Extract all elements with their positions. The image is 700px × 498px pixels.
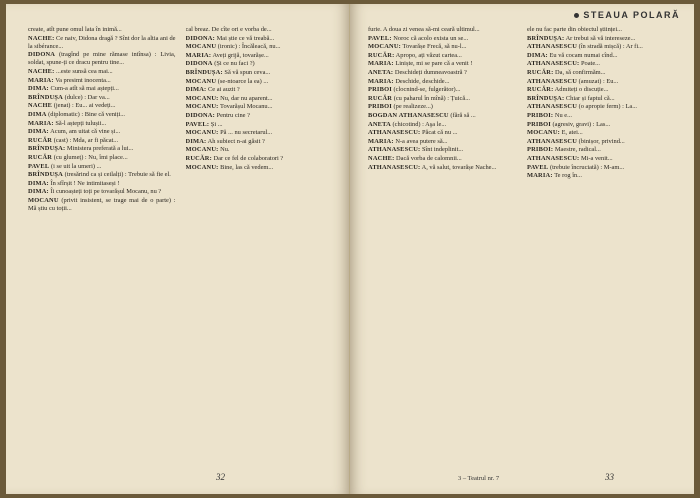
dialogue-line [368, 60, 517, 68]
left-column-2 [186, 26, 334, 464]
speaker-name: ATHANASESCU [527, 137, 578, 145]
dialogue-text: Pentru cine ? [216, 111, 250, 119]
dialogue-line [368, 164, 517, 172]
speaker-name: PRIBOI [368, 86, 392, 94]
dialogue-text: Cum-a atît să mai aștepți... [50, 85, 119, 93]
dialogue-text: (cu glumeț) : Nu, îmi place... [53, 153, 128, 161]
dialogue-line [186, 86, 334, 94]
dialogue-text: E, atei... [561, 129, 583, 137]
dialogue-text: (privit insistent, se trage mai de o parte) : Mă știu cu toții... [28, 196, 176, 212]
dialogue-text: (tragînd pe mine rămase intînsa) : Livia, soldat, spune-ți ce dracu pentru tine... [28, 51, 176, 67]
dialogue-line [527, 121, 676, 129]
speaker-name: ANETA [368, 120, 391, 128]
dialogue-line [28, 51, 176, 67]
dialogue-text: Dacă vorba de calomnii... [396, 154, 462, 162]
dialogue-line [368, 138, 517, 146]
dialogue-line [28, 85, 176, 93]
dialogue-text: (se-ntoarce la ea) ... [217, 77, 269, 85]
speaker-name: DIMA: [28, 188, 49, 196]
dialogue-line [28, 145, 176, 153]
dialogue-line [186, 164, 334, 172]
dialogue-text: (i se uit la umeri) ... [50, 162, 102, 170]
dialogue-line [186, 95, 334, 103]
dialogue-text: Păcat că nu ... [421, 129, 458, 137]
dialogue-line [368, 103, 517, 111]
dialogue-text: Tovarășul Mocanu... [219, 103, 273, 111]
dialogue-line [368, 26, 517, 34]
dialogue-text: Nu. [220, 146, 230, 154]
dialogue-text: Îi cunoașteți toți pe tovarășul Mocanu, nu ? [50, 188, 162, 196]
right-column-2 [527, 26, 676, 464]
dialogue-line [186, 52, 334, 60]
dialogue-text: A, vă salut, tovarășe Nache... [421, 163, 497, 171]
speaker-name: MOCANU [28, 196, 59, 204]
speaker-name: DIMA: [527, 51, 548, 59]
dialogue-text: (cast) : Mda, ar fi păcat... [53, 136, 119, 144]
speaker-name: MOCANU: [185, 94, 219, 102]
magazine-title: STEAUA POLARĂ [583, 10, 680, 20]
speaker-name: BRÎNDUȘA: [527, 94, 565, 102]
dialogue-text: Acum, am uitat că vine și... [50, 128, 121, 136]
speaker-name: ATHANASESCU: [368, 146, 421, 154]
dialogue-text: N-a avea putere să... [395, 137, 448, 145]
dialogue-line [28, 77, 176, 85]
dialogue-text: cal breaz. De cîte ori e vorba de... [185, 26, 272, 33]
dialogue-text: Ar trebui să vă intereseze... [565, 34, 636, 42]
dialogue-text: (pe realizeze...) [393, 103, 433, 111]
dialogue-line [28, 197, 176, 213]
speaker-name: PRIBOI: [527, 146, 554, 154]
dialogue-text: Nu e... [554, 111, 572, 119]
dialogue-line [186, 60, 334, 68]
speaker-name: PAVEL [28, 162, 50, 170]
speaker-name: DIMA: [185, 86, 207, 94]
dialogue-line [527, 78, 676, 86]
speaker-name: MARIA: [527, 172, 553, 180]
dialogue-line [28, 137, 176, 145]
dialogue-line [186, 155, 334, 163]
dialogue-line [368, 35, 517, 43]
dialogue-line [527, 43, 676, 51]
right-page [350, 4, 694, 494]
dialogue-text: ele nu fac parte din obiectul științei... [527, 26, 622, 33]
dialogue-line [28, 154, 176, 162]
dialogue-text: Bine, las că vedem... [220, 163, 274, 171]
dialogue-line [28, 26, 176, 34]
dialogue-text: Eu vă cocam numai cînd... [549, 51, 618, 59]
dialogue-text: Admiteți o discuție... [554, 86, 609, 94]
dialogue-line [368, 112, 517, 120]
dialogue-line [527, 35, 676, 43]
speaker-name: PRIBOI [368, 103, 392, 111]
dialogue-line [186, 78, 334, 86]
speaker-name: DIMA: [185, 137, 207, 145]
dialogue-line [186, 138, 334, 146]
speaker-name: ATHANASESCU: [368, 129, 421, 137]
dialogue-text: (cu paharul în mînă) : Țuică... [393, 94, 470, 102]
dialogue-text: Ah subiect n-ai găsit ? [207, 137, 265, 145]
dialogue-line [186, 146, 334, 154]
dialogue-line [368, 52, 517, 60]
dialogue-line [186, 112, 334, 120]
bullet-icon [574, 13, 579, 18]
dialogue-line [28, 35, 176, 51]
dialogue-text: (Și ce nu faci ?) [214, 60, 255, 68]
speaker-name: PAVEL: [185, 120, 210, 128]
dialogue-text: Ce ai auzit ? [208, 86, 240, 94]
dialogue-text: (clocnind-se, fulgerător)... [393, 86, 461, 94]
dialogue-text: Mai știe ce vă treabă... [216, 34, 275, 42]
speaker-name: RUCĂR: [527, 86, 554, 94]
dialogue-text: Să vă spun ceva... [224, 68, 271, 76]
speaker-name: RUCĂR [28, 136, 53, 144]
speaker-name: MOCANU: [527, 129, 560, 137]
dialogue-text: (diplomatic) : Bine că veniți... [48, 110, 126, 118]
speaker-name: ATHANASESCU [527, 103, 578, 111]
dialogue-text: Ministera preferată a lui... [66, 145, 134, 153]
dialogue-line [527, 69, 676, 77]
speaker-name: PRIBOI: [527, 111, 554, 119]
dialogue-text: (în stradă mișcă) : Ar fi... [578, 43, 643, 51]
book-spread [6, 4, 694, 494]
dialogue-text: Dar ce fel de colaboratori ? [213, 154, 284, 162]
speaker-name: DIMA: [28, 85, 49, 93]
speaker-name: DIMA: [28, 179, 49, 187]
speaker-name: MOCANU [185, 43, 217, 51]
speaker-name: PAVEL: [368, 34, 392, 42]
dialogue-line [527, 26, 676, 34]
dialogue-text: Pă ... nu secretarul... [220, 129, 273, 137]
speaker-name: MOCANU: [185, 146, 219, 154]
dialogue-line [368, 95, 517, 103]
speaker-name: RUCĂR [28, 153, 53, 161]
speaker-name: PAVEL [527, 163, 549, 171]
dialogue-text: (chicotind) : Aşa le... [392, 120, 447, 128]
speaker-name: RUCĂR: [368, 51, 395, 59]
speaker-name: MARIA: [28, 76, 54, 84]
speaker-name: MOCANU: [368, 43, 401, 51]
dialogue-text: Aveți grijă, tovarășe... [212, 51, 269, 59]
dialogue-text: Apropo, ați văzut cartea... [395, 51, 462, 59]
speaker-name: NACHE: [368, 154, 395, 162]
dialogue-line [527, 138, 676, 146]
dialogue-line [368, 78, 517, 86]
dialogue-line [527, 52, 676, 60]
dialogue-line [186, 121, 334, 129]
dialogue-line [186, 43, 334, 51]
dialogue-line [527, 164, 676, 172]
dialogue-text: Mi-a venit... [580, 154, 613, 162]
dialogue-line [368, 86, 517, 94]
dialogue-text: Chiar și faptul că... [565, 94, 615, 102]
dialogue-text: Noroc că acolo exista un se... [393, 34, 469, 42]
speaker-name: DIDONA: [185, 111, 215, 119]
speaker-name: ATHANASESCU: [368, 163, 421, 171]
speaker-name: MOCANU: [185, 129, 219, 137]
speaker-name: RUCĂR: [527, 68, 554, 76]
dialogue-text: Va presimt inocenta... [55, 76, 111, 84]
speaker-name: BRÎNDUȘA: [28, 145, 66, 153]
speaker-name: ATHANASESCU [527, 77, 578, 85]
speaker-name: BRÎNDUȘA [28, 171, 63, 179]
dialogue-line [28, 120, 176, 128]
speaker-name: MARIA: [185, 51, 212, 59]
speaker-name: ATHANASESCU: [527, 60, 580, 68]
speaker-name: MARIA: [28, 119, 54, 127]
speaker-name: BRÎNDUȘA: [527, 34, 565, 42]
left-page [6, 4, 350, 494]
dialogue-text: Ce naiv, Didona dragă ? Sînt dor la altia ani de la sibérance... [28, 34, 176, 50]
dialogue-text: Deschide, deschide... [395, 77, 450, 85]
dialogue-text: Tovarășe Frecă, să nu-l... [402, 43, 467, 51]
dialogue-text: (amuzat) : Eu... [578, 77, 619, 85]
dialogue-line [527, 86, 676, 94]
dialogue-line [527, 155, 676, 163]
dialogue-line [28, 180, 176, 188]
dialogue-text: Și ... [210, 120, 223, 128]
dialogue-text: (o apropie ferm) : La... [578, 103, 638, 111]
left-page-columns [28, 26, 333, 464]
dialogue-line [527, 129, 676, 137]
dialogue-line [186, 103, 334, 111]
dialogue-line [527, 60, 676, 68]
speaker-name: DIMA [28, 110, 47, 118]
dialogue-text: Sînt indeplinit... [421, 146, 464, 154]
speaker-name: DIMA: [28, 128, 49, 136]
speaker-name: BRÎNDUȘA: [185, 68, 223, 76]
dialogue-text: Deschideți dumneavoastră ? [394, 68, 467, 76]
dialogue-line [368, 121, 517, 129]
right-page-columns [368, 26, 676, 464]
dialogue-text: (agresiv, gravi) : Las... [552, 120, 611, 128]
dialogue-line [28, 128, 176, 136]
dialogue-line [527, 103, 676, 111]
dialogue-text: furie. A doua zi venea să-mi ceară ultimul... [368, 26, 480, 33]
dialogue-text: Nu, dar nu aparent... [220, 94, 273, 102]
dialogue-text: (tresărind ca și ceilalți) : Trebuie să fie el. [64, 171, 171, 179]
dialogue-line [186, 69, 334, 77]
speaker-name: ATHANASESCU: [527, 154, 580, 162]
dialogue-text: Poate... [580, 60, 600, 68]
dialogue-text: (trebuie încruciată) : M-am... [549, 163, 625, 171]
speaker-name: DIDONA [185, 60, 213, 68]
dialogue-line [28, 163, 176, 171]
dialogue-line [186, 129, 334, 137]
running-header [574, 10, 680, 20]
speaker-name: MARIA: [368, 77, 394, 85]
dialogue-line [527, 146, 676, 154]
page-number: 32 [216, 472, 225, 482]
dialogue-line [527, 95, 676, 103]
dialogue-text: (dulce) : Dar va... [64, 93, 110, 101]
right-column-1 [368, 26, 517, 464]
dialogue-line [28, 68, 176, 76]
dialogue-line [28, 102, 176, 110]
dialogue-line [186, 35, 334, 43]
dialogue-line [28, 94, 176, 102]
speaker-name: DIDONA: [185, 34, 215, 42]
dialogue-line [28, 188, 176, 196]
dialogue-text: Liniște, mi se pare că a venit ! [395, 60, 473, 68]
dialogue-text: În sfîrșit ! Ne intimitaseși ! [50, 179, 120, 187]
speaker-name: BOGDAN ATHANASESCU [368, 111, 449, 119]
speaker-name: MOCANU [185, 77, 217, 85]
dialogue-line [28, 111, 176, 119]
speaker-name: NACHE: [28, 34, 55, 42]
issue-footer: 3 – Teatrul nr. 7 [458, 475, 500, 482]
speaker-name: NACHE: [28, 67, 55, 75]
dialogue-line [368, 146, 517, 154]
dialogue-text: (fără să ... [450, 111, 476, 119]
speaker-name: MOCANU: [185, 163, 219, 171]
dialogue-line [527, 172, 676, 180]
dialogue-text: Maestre, radical... [554, 146, 601, 154]
dialogue-text: Să-l aștepți tulușii... [55, 119, 107, 127]
dialogue-text: Te rog în... [554, 172, 582, 180]
dialogue-line [368, 155, 517, 163]
speaker-name: RUCĂR: [185, 154, 212, 162]
speaker-name: ANETA: [368, 68, 394, 76]
left-column-1 [28, 26, 176, 464]
dialogue-line [368, 129, 517, 137]
speaker-name: DIDONA [28, 51, 56, 59]
speaker-name: RUCĂR [368, 94, 393, 102]
speaker-name: BRÎNDUȘA [28, 93, 63, 101]
speaker-name: MOCANU: [185, 103, 219, 111]
dialogue-text: (binișor, privind... [578, 137, 625, 145]
dialogue-text: (ironic) : Încăleacă, nu... [217, 43, 281, 51]
dialogue-line [527, 112, 676, 120]
dialogue-text: create, atît pune omul lata în inimă... [28, 26, 122, 33]
dialogue-text: Da, să confirmăm... [555, 68, 606, 76]
speaker-name: MARIA: [368, 137, 394, 145]
dialogue-line [368, 43, 517, 51]
speaker-name: NACHE [28, 102, 53, 110]
speaker-name: MARIA: [368, 60, 394, 68]
dialogue-line [186, 26, 334, 34]
dialogue-text: ...este sunsă cea mai... [56, 67, 113, 75]
speaker-name: PRIBOI [527, 120, 551, 128]
page-number: 33 [605, 472, 614, 482]
dialogue-text: (jenat) : Eu... ai vedeți... [53, 102, 116, 110]
speaker-name: ATHANASESCU [527, 43, 578, 51]
dialogue-line [28, 171, 176, 179]
dialogue-line [368, 69, 517, 77]
